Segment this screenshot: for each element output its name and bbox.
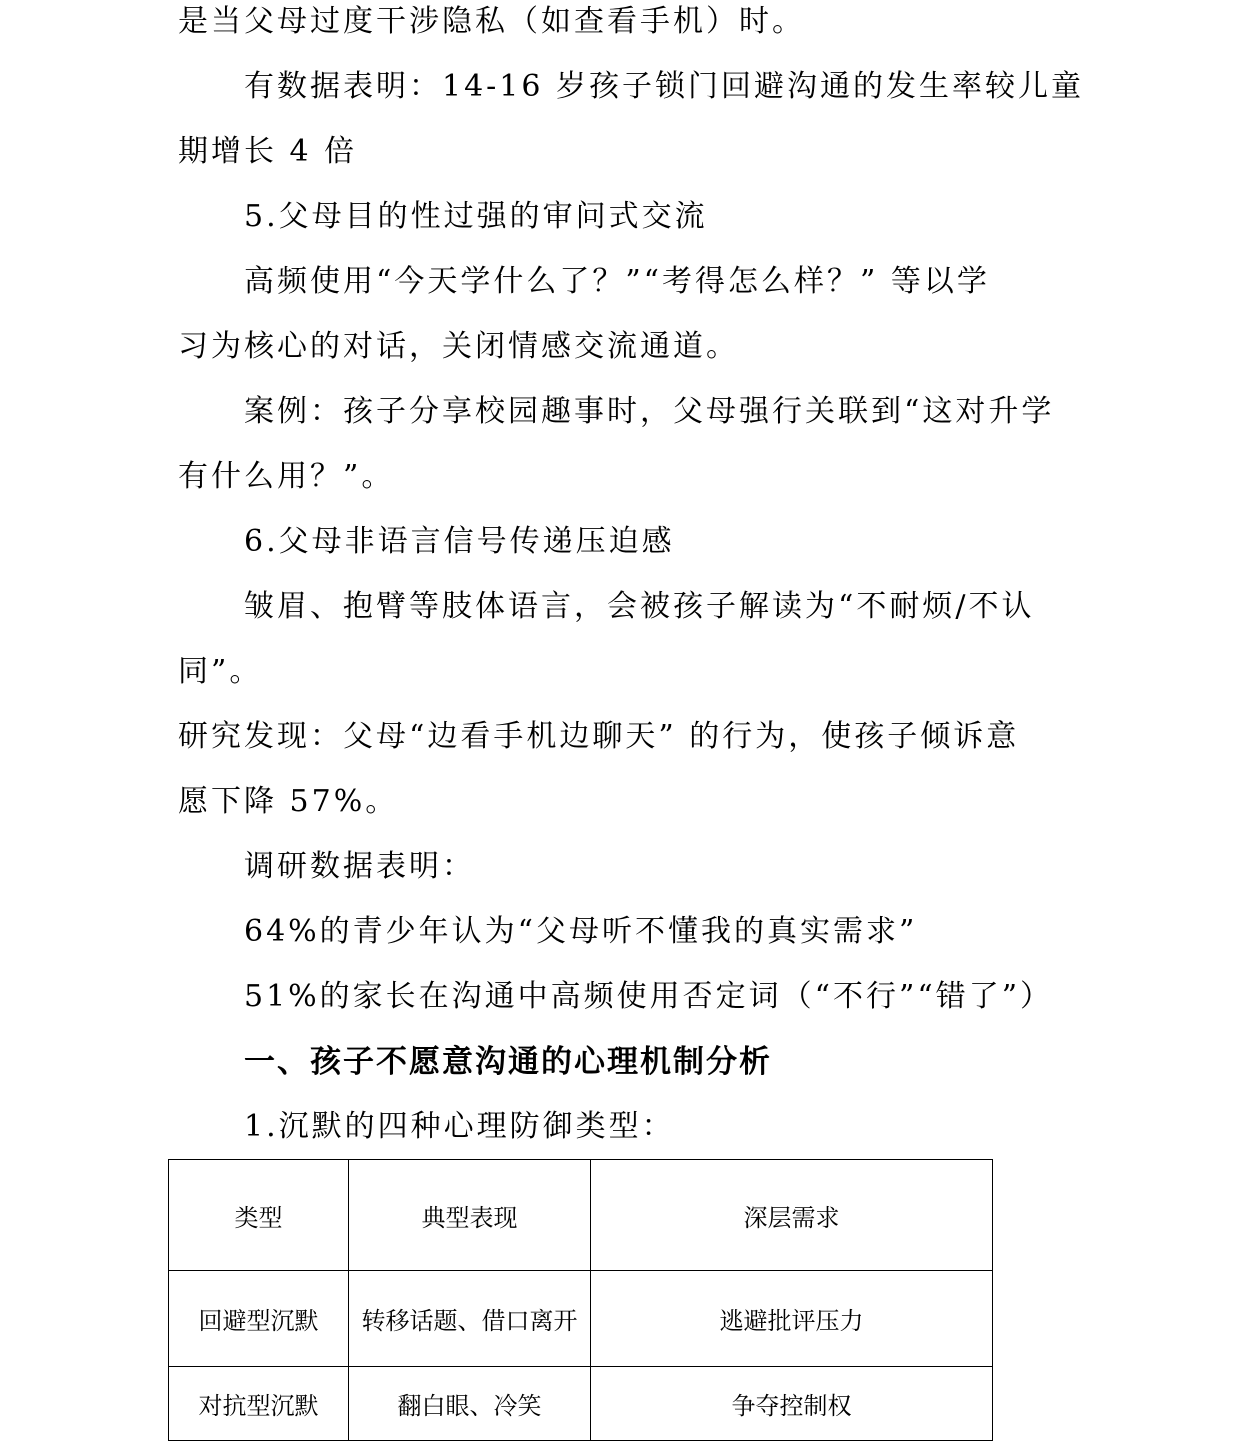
table-cell: 逃避批评压力 (591, 1271, 993, 1367)
paragraph-survey-64: 64%的青少年认为“父母听不懂我的真实需求” (244, 914, 918, 949)
defense-types-table (168, 1159, 993, 1441)
table-cell: 转移话题、借口离开 (349, 1271, 591, 1367)
section-title-5: 5.父母目的性过强的审问式交流 (244, 199, 708, 234)
table-header-cell: 类型 (169, 1160, 349, 1271)
paragraph-table-caption: 1.沉默的四种心理防御类型： (244, 1109, 675, 1144)
paragraph-survey-51: 51%的家长在沟通中高频使用否定词（“不行”“错了”） (244, 979, 1054, 1014)
paragraph-case-line1: 案例：孩子分享校园趣事时，父母强行关联到“这对升学 (244, 394, 1055, 429)
table-cell: 争夺控制权 (591, 1367, 993, 1441)
paragraph-questions-line2: 习为核心的对话，关闭情感交流通道。 (178, 329, 739, 364)
paragraph-body-language-line1: 皱眉、抱臂等肢体语言，会被孩子解读为“不耐烦/不认 (244, 589, 1035, 624)
paragraph-questions-line1: 高频使用“今天学什么了？”“考得怎么样？” 等以学 (244, 264, 990, 299)
table-header-row (169, 1160, 993, 1271)
paragraph-privacy: 是当父母过度干涉隐私（如查看手机）时。 (178, 4, 805, 39)
paragraph-body-language-line2: 同”。 (178, 654, 263, 689)
paragraph-data-line2: 期增长 4 倍 (178, 134, 358, 169)
table-row (169, 1367, 993, 1441)
paragraph-data-line1: 有数据表明：14-16 岁孩子锁门回避沟通的发生率较儿童 (244, 69, 1085, 104)
table-header-cell: 典型表现 (349, 1160, 591, 1271)
table-header-cell: 深层需求 (591, 1160, 993, 1271)
paragraph-case-line2: 有什么用？”。 (178, 459, 395, 494)
table-row (169, 1271, 993, 1367)
table-cell: 对抗型沉默 (169, 1367, 349, 1441)
section-heading: 一、孩子不愿意沟通的心理机制分析 (244, 1044, 772, 1080)
section-title-6: 6.父母非语言信号传递压迫感 (244, 524, 675, 559)
paragraph-research-line1: 研究发现：父母“边看手机边聊天” 的行为，使孩子倾诉意 (178, 719, 1020, 754)
paragraph-research-line2: 愿下降 57%。 (178, 784, 399, 819)
table-cell: 翻白眼、冷笑 (349, 1367, 591, 1441)
paragraph-survey-intro: 调研数据表明： (244, 849, 475, 884)
table-cell: 回避型沉默 (169, 1271, 349, 1367)
